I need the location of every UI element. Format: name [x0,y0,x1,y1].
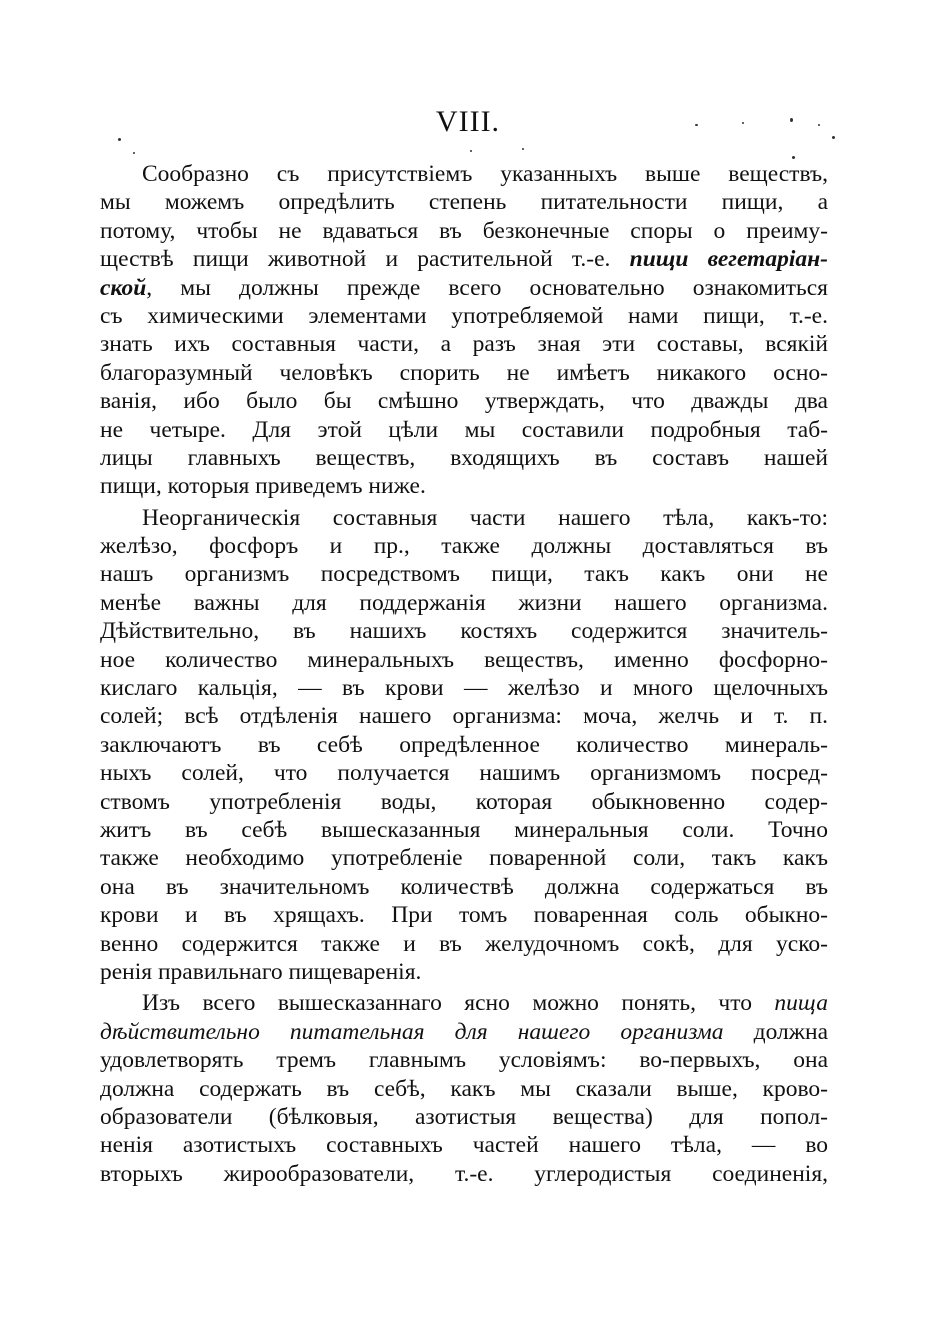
text-line: ныхъ солей, что получается нашимъ организмомъ посред- [100,760,828,787]
scan-speck [470,150,472,152]
text-line: удовлетворять тремъ главнымъ условіямъ: во-первыхъ, она [100,1047,828,1074]
scan-speck [832,136,835,139]
text-line: желѣзо, фосфоръ и пр., также должны доставляться въ [100,533,828,560]
text-line: ванія, ибо было бы смѣшно утверждать, что дважды два [100,388,828,415]
paragraph-1 [100,160,828,501]
scan-speck [522,148,524,150]
text-line: она въ значительномъ количествѣ должна содержаться въ [100,873,828,900]
text-line: благоразумный человѣкъ спорить не имѣетъ никакого осно- [100,359,828,386]
text-line: должна содержать въ себѣ, какъ мы сказали выше, крово- [100,1075,828,1102]
text-line: пищи, которыя приведемъ ниже. [100,473,426,500]
text-line: Неорганическія составныя части нашего тѣла, какъ-то: [142,504,828,531]
text-line: ненія азотистыхъ составныхъ частей нашего тѣла, — во [100,1132,828,1159]
scan-speck [790,118,793,122]
text-line [100,989,828,1017]
text-line: потому, чтобы не вдаваться въ безконечные споры о преиму- [100,217,828,244]
text-run: должна [723,1018,828,1045]
italic-term: пищи вегетаріан- [629,246,828,273]
text-line: менѣе важны для поддержанія жизни нашего организма. [100,589,828,616]
text-line: образователи (бѣлковыя, азотистыя вещества) для попол- [100,1103,828,1130]
text-line: Сообразно съ присутствіемъ указанныхъ выше веществъ, [142,161,828,187]
text-line: также необходимо употребленіе поваренной соли, такъ какъ [100,845,828,872]
text-line: заключаютъ въ себѣ опредѣленное количество минераль- [100,731,828,758]
text-line: кислаго кальція, — въ крови — желѣзо и много щелочныхъ [100,675,828,702]
text-line: Дѣйствительно, въ нашихъ костяхъ содержится значитель- [100,618,828,645]
text-line [100,1018,828,1046]
text-line: ствомъ употребленія воды, которая обыкновенно содер- [100,788,828,815]
text-line: съ химическими элементами употребляемой нами пищи, т.-е. [100,302,828,329]
scan-speck [695,124,698,126]
italic-term: ской [100,274,147,301]
scan-speck [742,122,744,124]
text-run: , мы должны прежде всего основательно ознакомиться [146,274,828,301]
text-line: не четыре. Для этой цѣли мы составили подробныя таб- [100,416,828,443]
text-run: Изъ всего вышесказаннаго ясно можно понять, что [142,990,775,1017]
scan-speck [133,152,135,154]
text-line: ное количество минеральныхъ веществъ, именно фосфорно- [100,646,828,673]
scan-speck [792,156,795,159]
body-text [100,160,828,1188]
paragraph-3 [100,989,828,1188]
text-line: нашъ организмъ посредствомъ пищи, такъ какъ они не [100,561,828,588]
text-line: знать ихъ составныя части, а разъ зная эти составы, всякій [100,331,828,358]
text-line: венно содержится также и въ желудочномъ сокѣ, для уско- [100,930,828,957]
text-line: вторыхъ жирообразователи, т.-е. углеродистыя соединенія, [100,1160,828,1187]
text-line: солей; всѣ отдѣленія нашего организма: моча, желчь и т. п. [100,703,828,730]
text-line [100,245,828,273]
text-line: житъ въ себѣ вышесказанныя минеральныя соли. Точно [100,816,828,843]
scan-speck [818,124,820,126]
text-line: ренія правильнаго пищеваренія. [100,958,422,985]
text-line: мы можемъ опредѣлить степень питательности пищи, а [100,189,828,216]
text-line: лицы главныхъ веществъ, входящихъ въ составъ нашей [100,444,828,471]
text-line [100,274,828,302]
italic-term: дѣйствительно питательная для нашего организма [100,1018,724,1045]
scan-speck [118,138,121,141]
paragraph-2 [100,504,828,987]
text-run: ществѣ пищи животной и растительной т.-е. [100,246,630,273]
page-number: VIII. [435,105,501,138]
italic-term: пища [774,990,828,1017]
text-line: крови и въ хрящахъ. При томъ поваренная соль обыкно- [100,902,828,929]
